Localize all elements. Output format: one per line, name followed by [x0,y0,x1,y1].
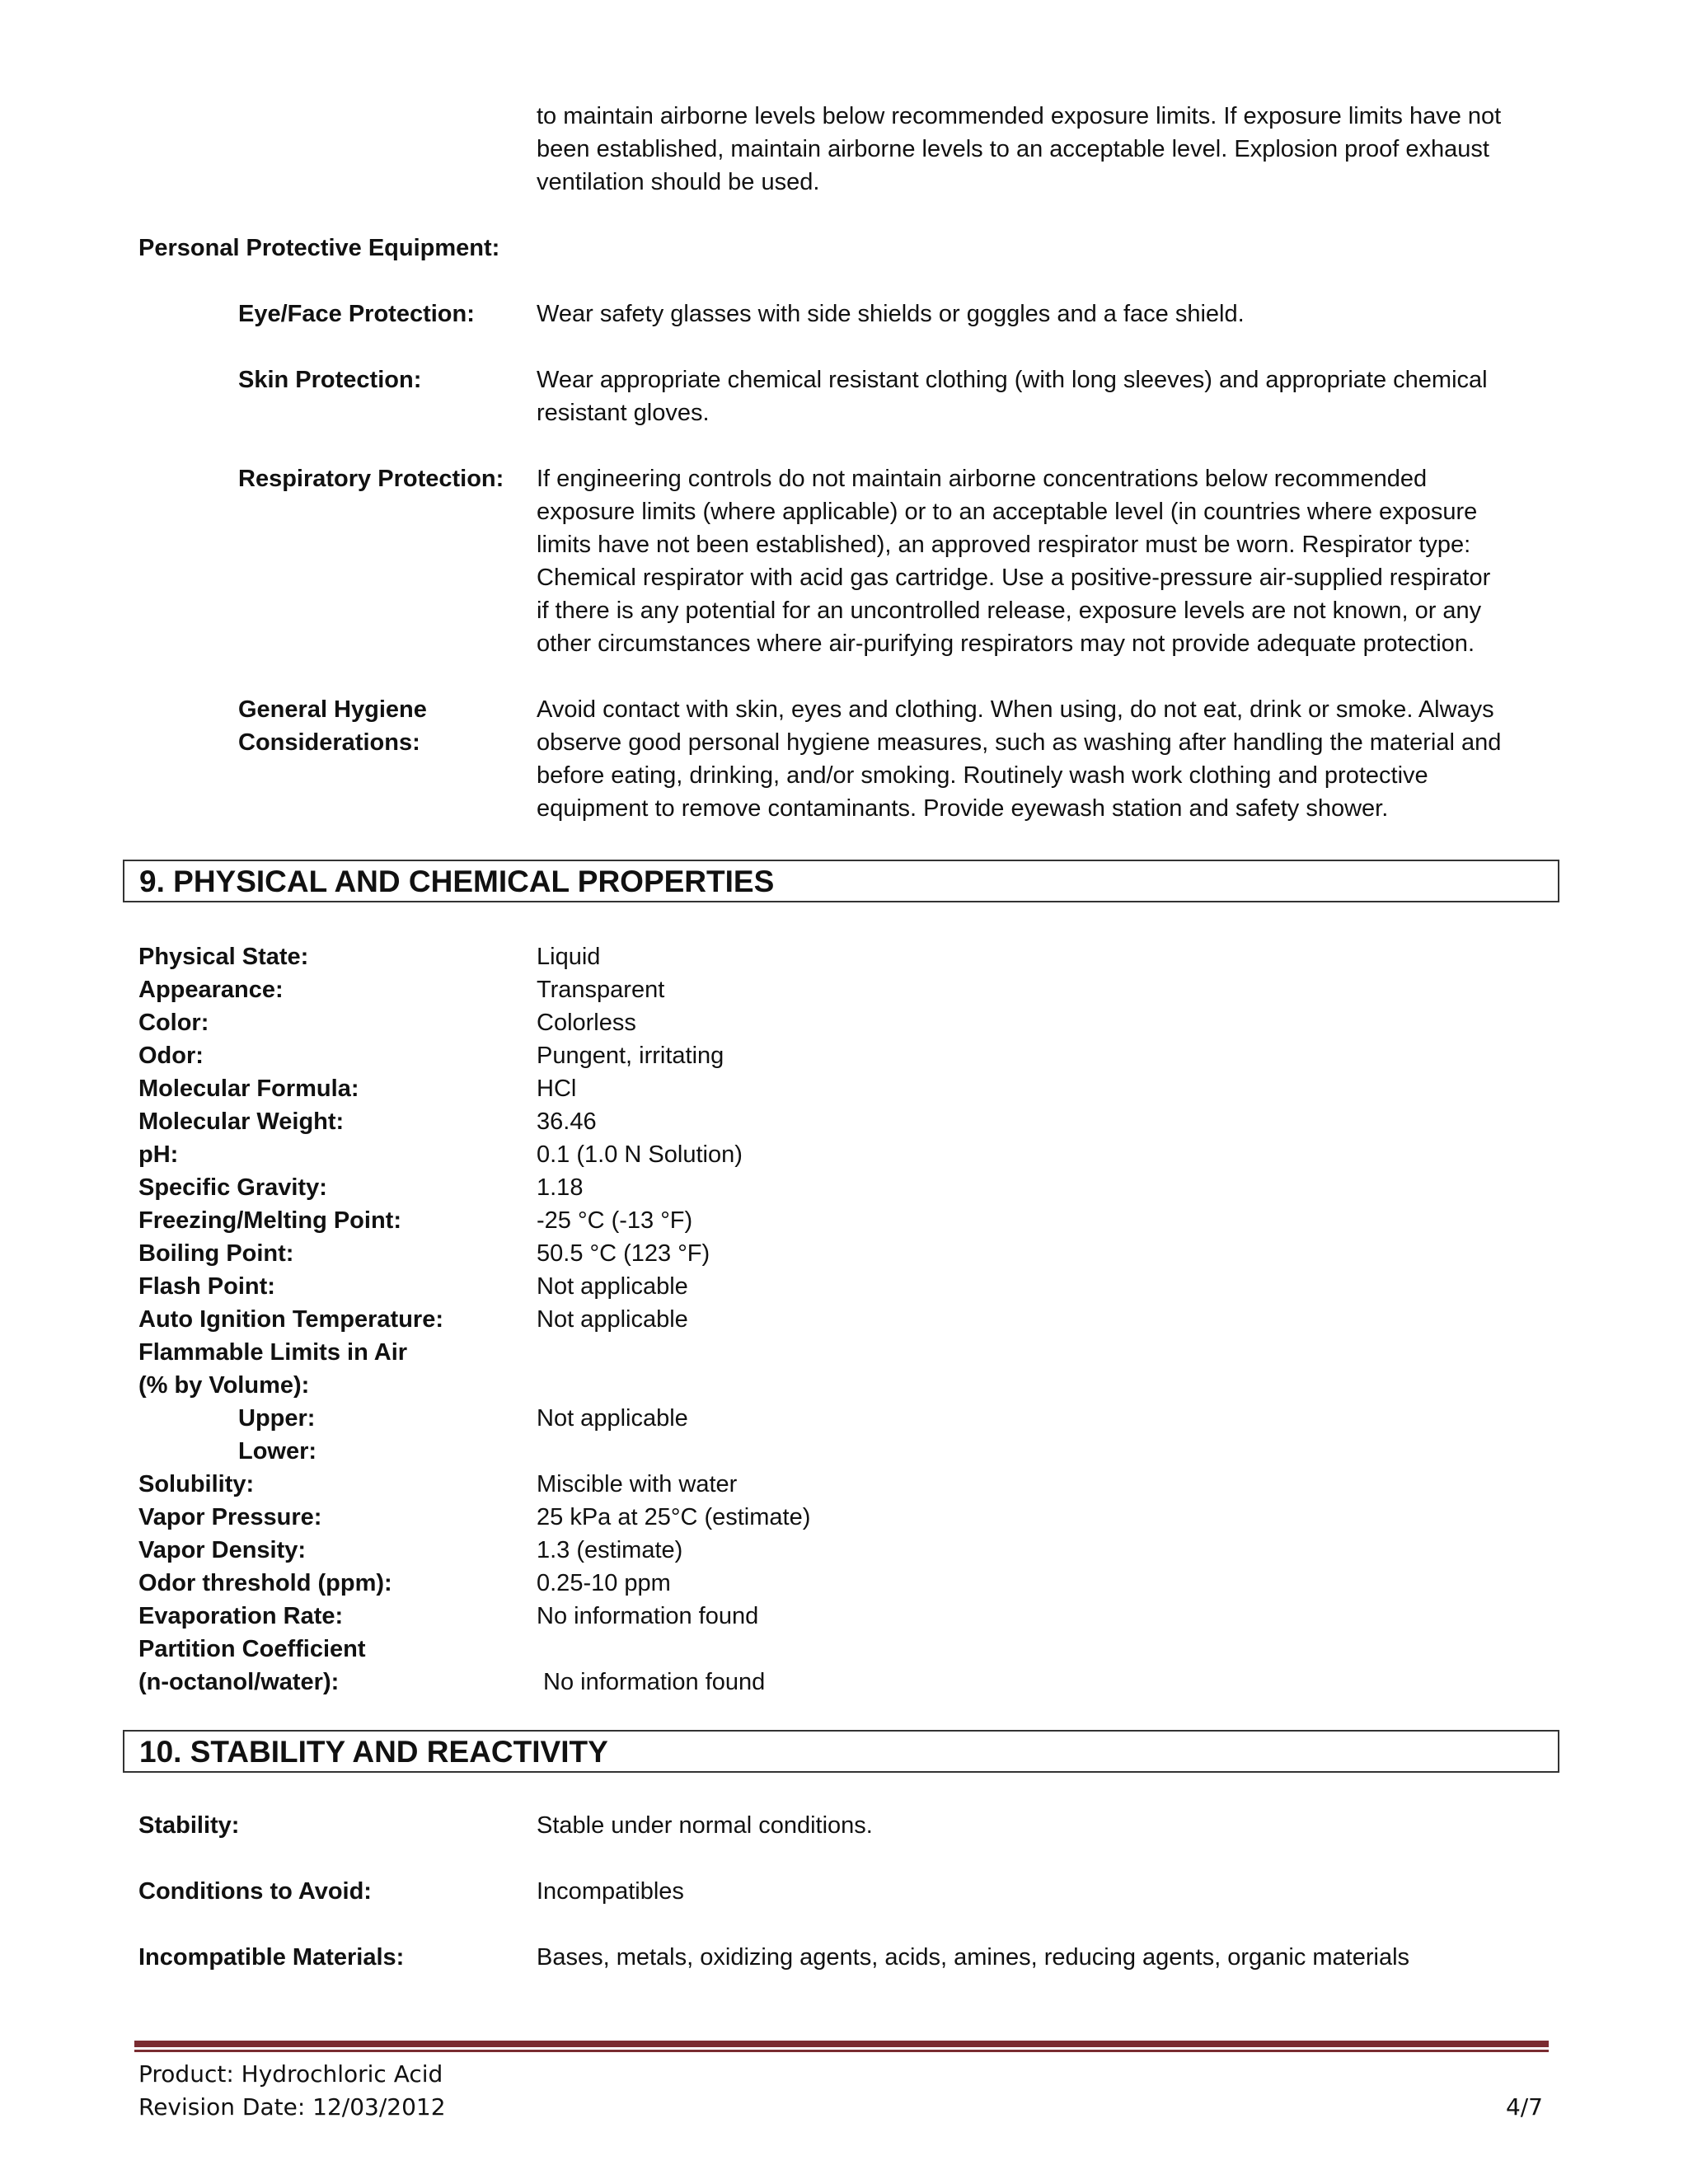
property-label: pH: [138,1141,179,1168]
hygiene-label-line-2: Considerations: [238,729,420,756]
incompatible-materials-label: Incompatible Materials: [138,1944,405,1971]
footer-product: Product: Hydrochloric Acid [138,2060,443,2088]
footer-page-number: 4/7 [1505,2093,1543,2121]
property-label: Molecular Weight: [138,1108,345,1135]
property-value: Liquid [537,944,601,970]
property-label: (n-octanol/water): [138,1669,340,1695]
property-value: 0.1 (1.0 N Solution) [537,1141,743,1168]
property-value: -25 °C (-13 °F) [537,1207,693,1234]
hygiene-label-line-1: General Hygiene [238,696,427,723]
property-label: Partition Coefficient [138,1636,366,1662]
footer-revision-date: Revision Date: 12/03/2012 [138,2093,446,2121]
property-label: Lower: [238,1438,317,1465]
section-9-header: 9. PHYSICAL AND CHEMICAL PROPERTIES [123,860,1559,902]
property-value: 36.46 [537,1108,597,1135]
property-value: Not applicable [537,1405,688,1432]
property-value: 0.25-10 ppm [537,1570,671,1596]
hygiene-line-4: equipment to remove contaminants. Provide eyewash station and safety shower. [537,795,1389,822]
ventilation-line-1: to maintain airborne levels below recommended exposure limits. If exposure limits have not [537,103,1502,129]
incompatible-materials-value: Bases, metals, oxidizing agents, acids, amines, reducing agents, organic materials [537,1944,1410,1971]
property-label: Freezing/Melting Point: [138,1207,401,1234]
skin-protection-label: Skin Protection: [238,367,422,393]
property-value: Pungent, irritating [537,1043,724,1069]
property-label: Evaporation Rate: [138,1603,344,1629]
eye-protection-label: Eye/Face Protection: [238,301,475,327]
conditions-to-avoid-label: Conditions to Avoid: [138,1878,372,1905]
respiratory-line-4: Chemical respirator with acid gas cartridge. Use a positive-pressure air-supplied respirator [537,565,1491,591]
property-value: HCl [537,1076,577,1102]
property-value: Not applicable [537,1273,688,1300]
property-value: Colorless [537,1010,636,1036]
property-label: Appearance: [138,977,284,1003]
property-value: No information found [537,1669,766,1695]
eye-protection-line-1: Wear safety glasses with side shields or goggles and a face shield. [537,301,1245,327]
section-10-header: 10. STABILITY AND REACTIVITY [123,1730,1559,1773]
property-value: Transparent [537,977,665,1003]
respiratory-line-5: if there is any potential for an uncontrolled release, exposure levels are not known, or any [537,598,1482,624]
hygiene-line-2: observe good personal hygiene measures, such as washing after handling the material and [537,729,1502,756]
property-value: Miscible with water [537,1471,738,1497]
property-value: Not applicable [537,1306,688,1333]
property-label: Physical State: [138,944,309,970]
property-label: (% by Volume): [138,1372,310,1399]
respiratory-line-1: If engineering controls do not maintain airborne concentrations below recommended [537,466,1428,492]
hygiene-line-3: before eating, drinking, and/or smoking. Routinely wash work clothing and protective [537,762,1428,789]
conditions-to-avoid-value: Incompatibles [537,1878,684,1905]
property-label: Vapor Pressure: [138,1504,322,1530]
property-value: 1.18 [537,1174,584,1201]
property-label: Flash Point: [138,1273,275,1300]
skin-protection-line-2: resistant gloves. [537,400,710,426]
property-value: 50.5 °C (123 °F) [537,1240,710,1267]
property-label: Boiling Point: [138,1240,294,1267]
respiratory-protection-label: Respiratory Protection: [238,466,504,492]
property-label: Solubility: [138,1471,255,1497]
property-label: Upper: [238,1405,316,1432]
footer-divider-thin [134,2050,1549,2052]
property-label: Molecular Formula: [138,1076,359,1102]
respiratory-line-3: limits have not been established), an approved respirator must be worn. Respirator type: [537,532,1471,558]
property-label: Vapor Density: [138,1537,307,1563]
property-value: 1.3 (estimate) [537,1537,683,1563]
property-label: Color: [138,1010,209,1036]
footer-divider [134,2041,1549,2047]
stability-value: Stable under normal conditions. [537,1812,873,1839]
property-value: No information found [537,1603,759,1629]
property-label: Specific Gravity: [138,1174,327,1201]
respiratory-line-6: other circumstances where air-purifying respirators may not provide adequate protection. [537,630,1475,657]
property-label: Auto Ignition Temperature: [138,1306,444,1333]
property-label: Odor threshold (ppm): [138,1570,392,1596]
stability-label: Stability: [138,1812,240,1839]
property-value: 25 kPa at 25°C (estimate) [537,1504,811,1530]
hygiene-line-1: Avoid contact with skin, eyes and clothing. When using, do not eat, drink or smoke. Always [537,696,1494,723]
ventilation-line-2: been established, maintain airborne levels to an acceptable level. Explosion proof exhaust [537,136,1489,162]
skin-protection-line-1: Wear appropriate chemical resistant clothing (with long sleeves) and appropriate chemical [537,367,1488,393]
respiratory-line-2: exposure limits (where applicable) or to an acceptable level (in countries where exposure [537,499,1478,525]
property-label: Flammable Limits in Air [138,1339,408,1366]
property-label: Odor: [138,1043,204,1069]
ventilation-line-3: ventilation should be used. [537,169,820,195]
ppe-heading: Personal Protective Equipment: [138,235,500,261]
